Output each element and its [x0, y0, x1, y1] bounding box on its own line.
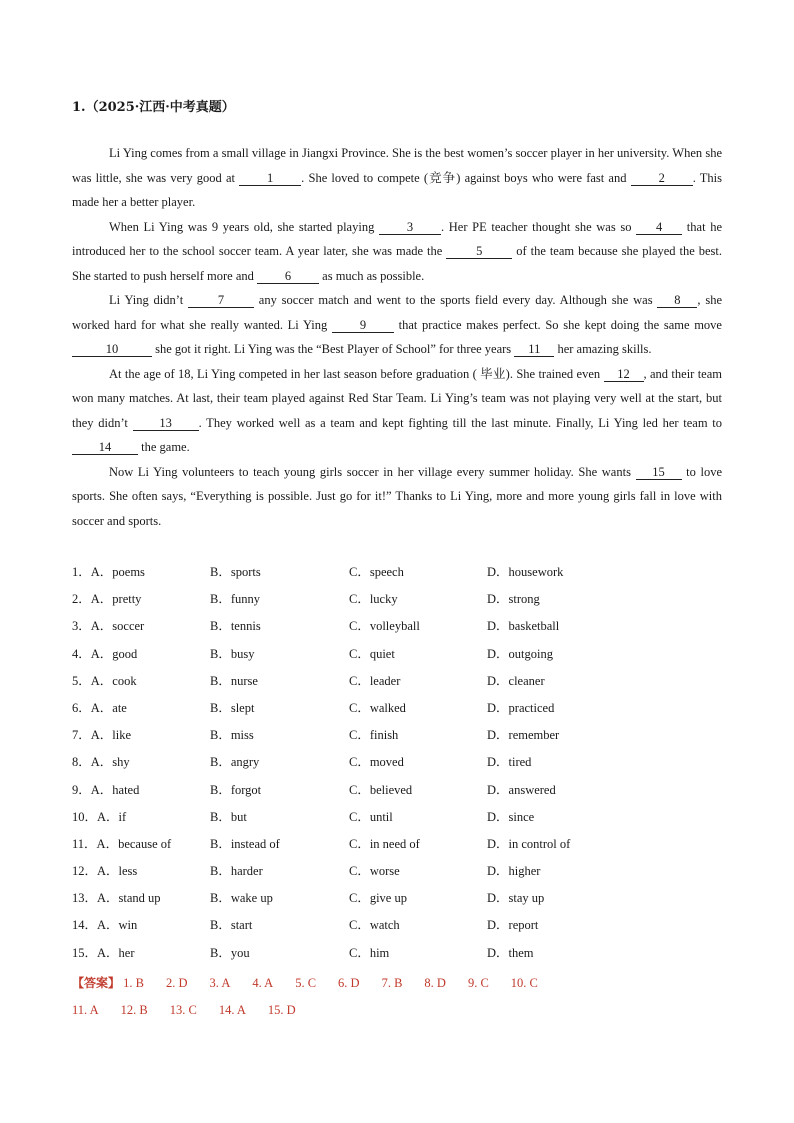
passage-paragraph	[72, 288, 722, 362]
option-choice: B．wake up	[210, 891, 273, 906]
option-choice: D．answered	[487, 782, 556, 797]
answer-label: 【答案】	[72, 976, 121, 990]
answer-item: 3. A	[209, 976, 231, 990]
option-choice: C．quiet	[349, 646, 395, 661]
option-choice: C．finish	[349, 728, 399, 743]
option-choice: C．until	[349, 809, 393, 824]
passage-text: When Li Ying was 9 years old, she started playing	[109, 219, 379, 234]
option-choice: C．him	[349, 945, 390, 960]
answer-item: 1. B	[123, 976, 144, 990]
option-row	[72, 915, 722, 942]
option-choice: D．higher	[487, 864, 541, 879]
option-choice: B．busy	[210, 646, 255, 661]
option-choice: 5．A．cook	[72, 673, 137, 688]
passage-text: . They worked well as a team and kept fighting till the last minute. Finally, Li Ying led her team to	[198, 415, 723, 430]
option-choice: B．sports	[210, 565, 261, 579]
option-choice: B．you	[210, 945, 250, 960]
option-choice: C．give up	[349, 891, 407, 906]
option-choice: D．remember	[487, 728, 560, 743]
option-choice: C．in need of	[349, 836, 420, 851]
option-choice: 13．A．stand up	[72, 891, 161, 906]
blank-7: 7	[188, 293, 254, 308]
option-choice: 10．A．if	[72, 809, 127, 824]
option-row	[72, 671, 722, 698]
option-choice: C．leader	[349, 673, 401, 688]
option-choice: D．since	[487, 809, 535, 824]
option-row	[72, 698, 722, 725]
passage-paragraph	[72, 215, 722, 289]
answer-item: 10. C	[510, 976, 538, 990]
blank-13: 13	[133, 416, 199, 431]
passage-text: that practice makes perfect. So she kept doing the same move	[393, 317, 722, 332]
passage-text: Li Ying didn’t	[109, 293, 188, 307]
question-heading: 1.（2025·江西·中考真题）	[72, 100, 235, 115]
blank-4: 4	[636, 220, 682, 235]
blank-1: 1	[239, 171, 301, 186]
answer-item: 6. D	[338, 976, 360, 990]
option-choice: 8．A．shy	[72, 755, 130, 770]
answer-item: 7. B	[381, 976, 403, 990]
option-choice: 2．A．pretty	[72, 592, 142, 607]
option-row	[72, 834, 722, 861]
passage-text: Now Li Ying volunteers to teach young girls soccer in her village every summer holiday. She wants	[109, 464, 636, 479]
option-choice: B．miss	[210, 728, 254, 743]
passage-text: the game.	[138, 440, 190, 454]
option-choice: C．moved	[349, 755, 404, 770]
blank-10: 10	[72, 342, 152, 357]
option-choice: B．tennis	[210, 619, 261, 634]
option-choice: C．walked	[349, 700, 406, 715]
option-row	[72, 725, 722, 752]
blank-6: 6	[257, 269, 319, 284]
option-choice: 3．A．soccer	[72, 619, 145, 634]
option-choice: B．funny	[210, 592, 261, 607]
answer-item: 14. A	[218, 1003, 246, 1017]
passage-text: . This made her a better player.	[72, 170, 723, 209]
option-choice: B．instead of	[210, 836, 280, 851]
option-choice: 12．A．less	[72, 864, 138, 879]
option-row	[72, 752, 722, 779]
blank-3: 3	[379, 220, 441, 235]
option-choice: 4．A．good	[72, 646, 138, 661]
option-choice: D．basketball	[487, 619, 560, 634]
option-choice: 11．A．because of	[72, 836, 172, 851]
passage-text: Li Ying comes from a small village in Jiangxi Province. She is the best women’s soccer player in her university. When she was little, she was very good at	[72, 146, 722, 185]
option-choice: B．but	[210, 809, 247, 824]
option-choice: C．speech	[349, 565, 404, 579]
passage-text: to love sports. She often says, “Everything is possible. Just go for it!” Thanks to Li Ying, more and more young girls fall in love with soccer and sports.	[72, 464, 722, 528]
option-choice: C．lucky	[349, 592, 398, 607]
option-choice: 1．A．poems	[72, 565, 145, 579]
option-choice: C．believed	[349, 782, 413, 797]
option-choice: 15．A．her	[72, 945, 135, 960]
passage-paragraph	[72, 141, 722, 215]
blank-11: 11	[514, 342, 554, 357]
option-choice: D．practiced	[487, 700, 555, 715]
blank-14: 14	[72, 440, 138, 455]
answer-item: 2. D	[165, 976, 188, 990]
answer-item: 5. C	[295, 976, 317, 990]
passage-text: as much as possible.	[319, 268, 425, 283]
option-choice: 9．A．hated	[72, 782, 140, 797]
option-choice: B．nurse	[210, 673, 258, 688]
passage-text: that he introduced her to the school soccer team. A year later, she was made the	[72, 219, 722, 258]
option-row	[72, 888, 722, 915]
answer-item: 12. B	[120, 1003, 148, 1017]
option-row	[72, 562, 722, 589]
blank-15: 15	[636, 465, 682, 480]
cloze-passage	[72, 141, 722, 533]
blank-8: 8	[657, 293, 697, 308]
blank-12: 12	[604, 367, 644, 382]
option-choice: 6．A．ate	[72, 700, 127, 715]
option-choice: D．tired	[487, 755, 532, 770]
option-choice: B．forgot	[210, 782, 262, 797]
passage-text: any soccer match and went to the sports field every day. Although she was	[254, 293, 658, 307]
option-choice: D．housework	[487, 565, 564, 579]
blank-9: 9	[332, 318, 394, 333]
answer-item: 4. A	[252, 976, 274, 990]
passage-text: , she worked hard for what she really wanted. Li Ying	[72, 293, 722, 332]
answer-item: 11. A	[72, 1003, 99, 1017]
option-list	[72, 562, 722, 970]
option-row	[72, 644, 722, 671]
option-row	[72, 780, 722, 807]
passage-text: she got it right. Li Ying was the “Best Player of School” for three years	[152, 342, 515, 356]
answer-item: 15. D	[267, 1003, 296, 1017]
option-choice: 14．A．win	[72, 918, 138, 933]
option-choice: B．harder	[210, 864, 263, 879]
option-choice: D．cleaner	[487, 673, 545, 688]
passage-text: her amazing skills.	[554, 342, 652, 356]
passage-text: At the age of 18, Li Ying competed in her last season before graduation ( 毕业). She trained even	[109, 366, 604, 381]
passage-text: . She loved to compete (竞争) against boys who were fast and	[301, 170, 631, 185]
option-choice: D．in control of	[487, 836, 571, 851]
option-choice: 7．A．like	[72, 728, 132, 743]
option-choice: D．them	[487, 945, 534, 960]
passage-paragraph	[72, 362, 722, 460]
option-choice: D．outgoing	[487, 646, 553, 661]
passage-text: . Her PE teacher thought she was so	[440, 219, 637, 234]
answer-key	[72, 970, 732, 1024]
passage-paragraph	[72, 460, 722, 534]
option-choice: D．strong	[487, 592, 540, 607]
blank-5: 5	[446, 244, 512, 259]
option-choice: C．watch	[349, 918, 400, 933]
passage-text: of the team because she played the best. She started to push herself more and	[72, 244, 722, 283]
option-choice: C．volleyball	[349, 619, 420, 634]
answer-item: 9. C	[467, 976, 489, 990]
option-row	[72, 589, 722, 616]
blank-2: 2	[631, 171, 693, 186]
option-choice: C．worse	[349, 864, 400, 879]
answer-item: 8. D	[424, 976, 446, 990]
option-choice: B．start	[210, 918, 253, 933]
answer-item: 13. C	[169, 1003, 197, 1017]
option-choice: B．slept	[210, 700, 255, 715]
option-choice: D．stay up	[487, 891, 545, 906]
option-row	[72, 807, 722, 834]
passage-text: , and their team won many matches. At last, their team played against Red Star Team. Li Ying’s team was not playing very well at the start, but they didn’t	[72, 366, 723, 430]
option-row	[72, 861, 722, 888]
option-choice: D．report	[487, 918, 539, 933]
option-row	[72, 943, 722, 970]
option-choice: B．angry	[210, 755, 260, 770]
option-row	[72, 616, 722, 643]
